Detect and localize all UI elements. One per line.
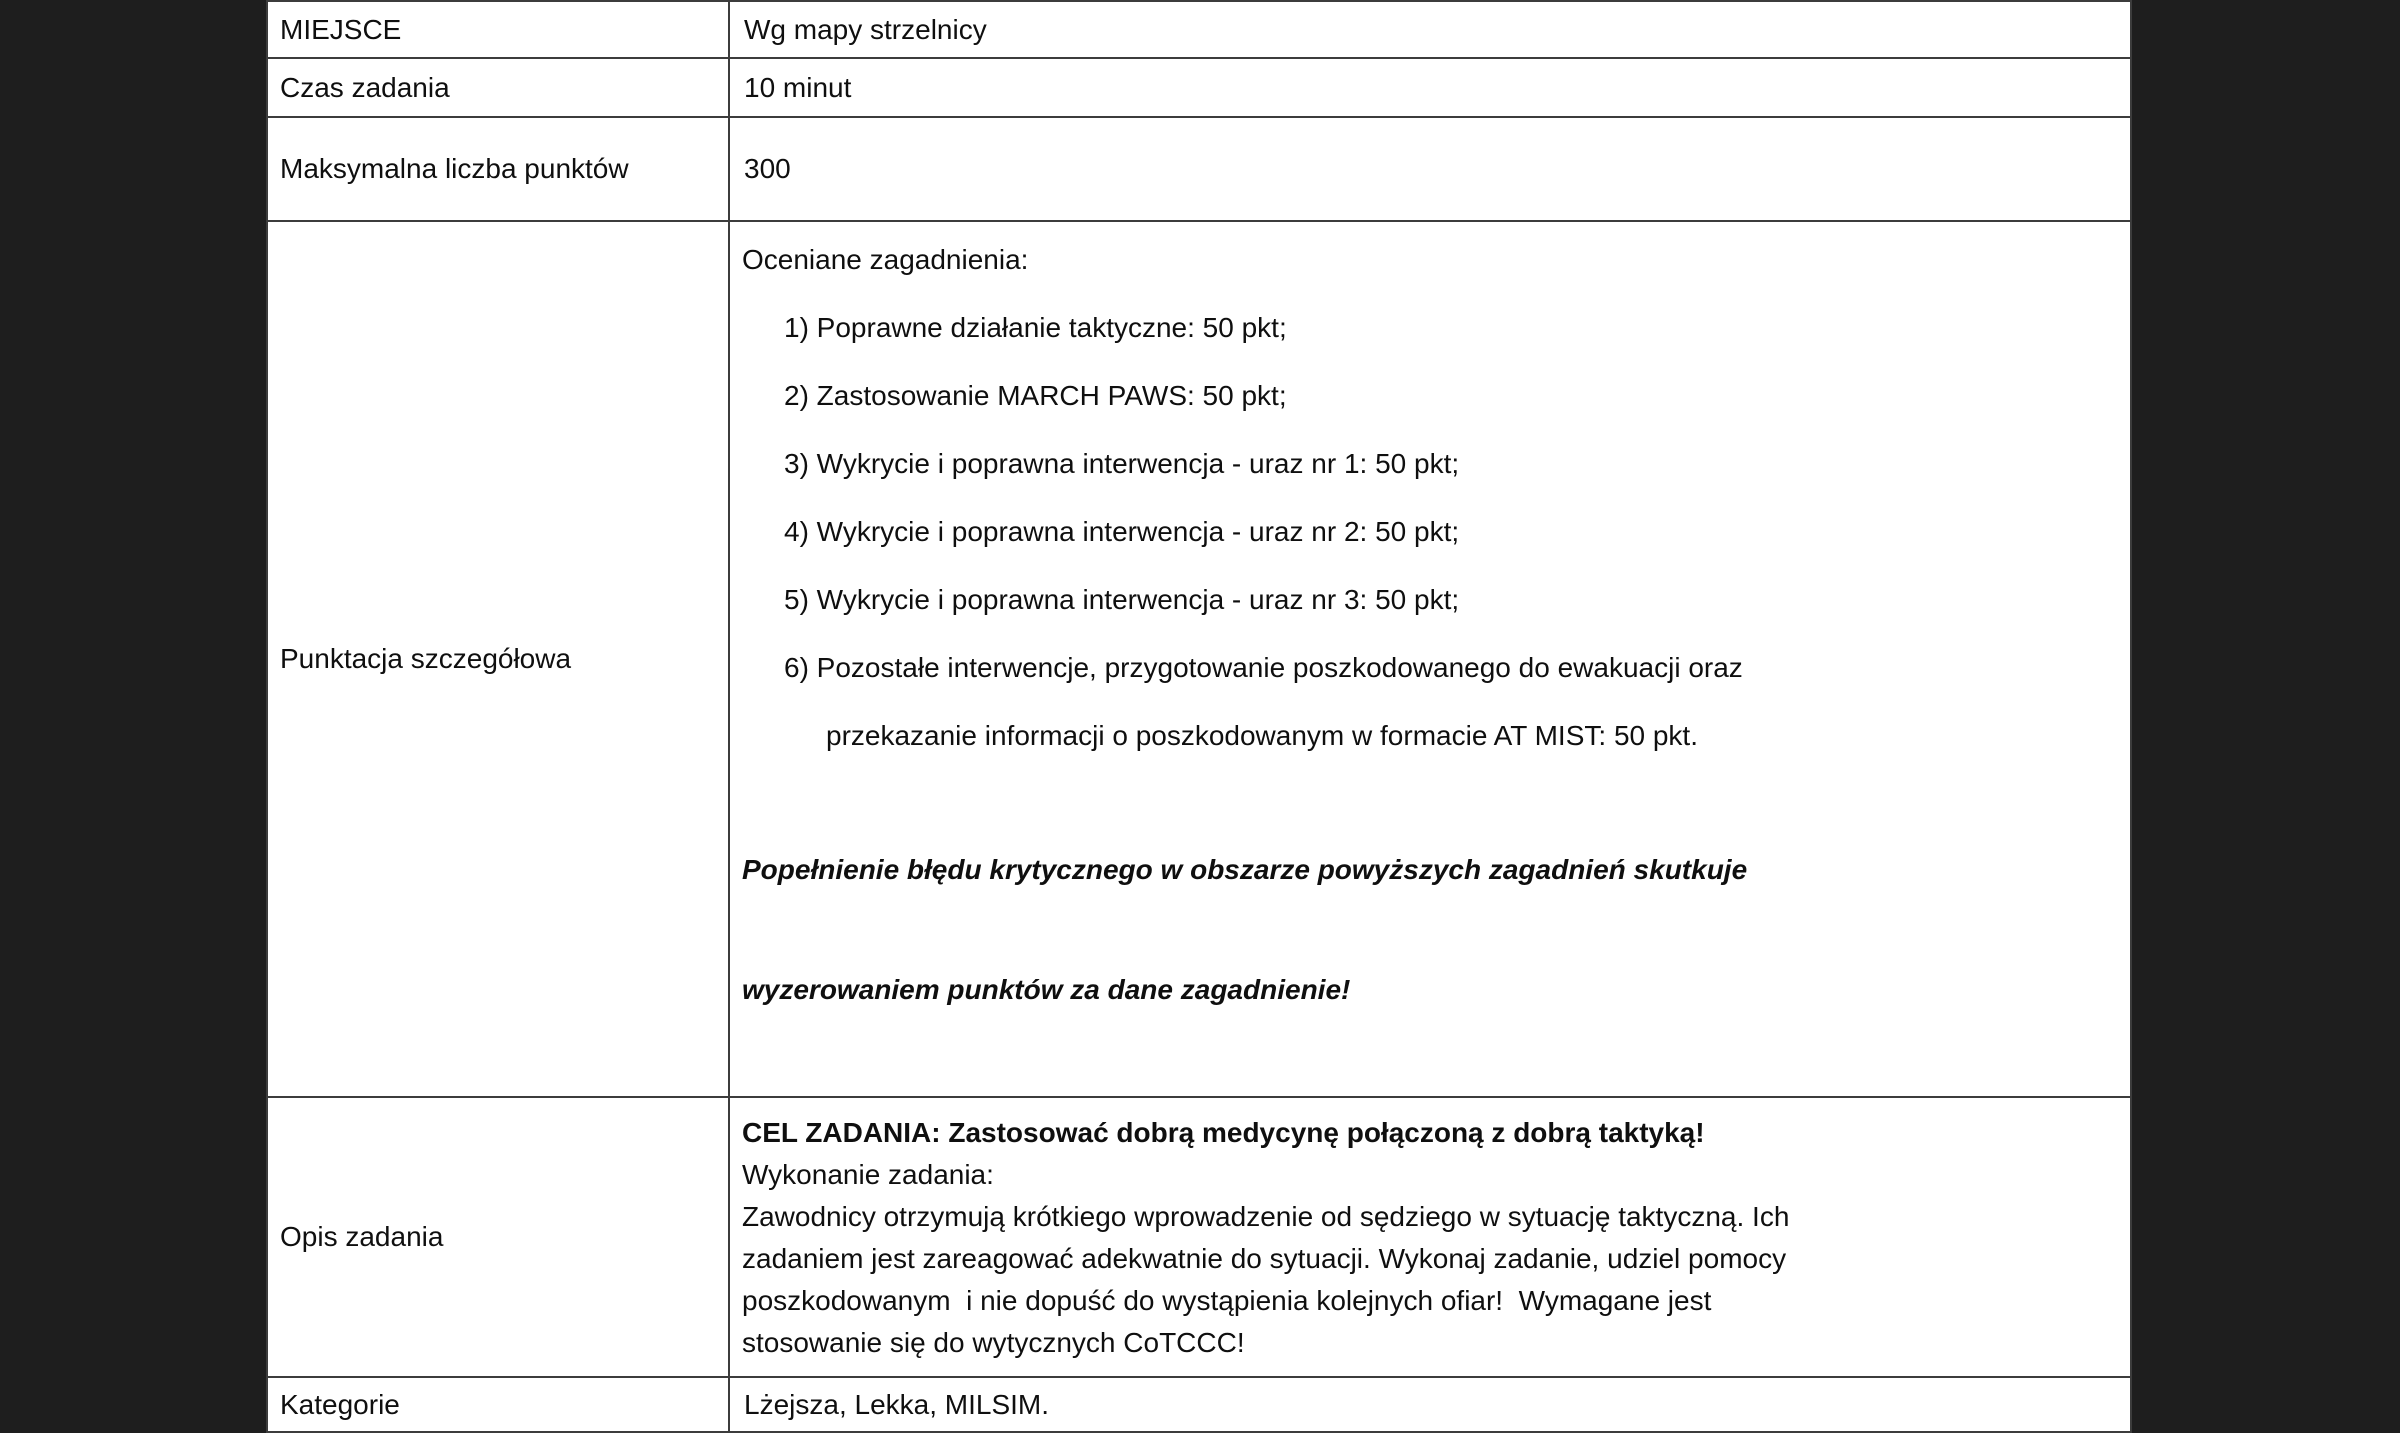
- table-row-opis-zadania: [267, 1097, 2131, 1377]
- document-page: [266, 0, 2132, 1420]
- scoring-item-1: 1) Poprawne działanie taktyczne: 50 pkt;: [784, 312, 1287, 343]
- scoring-item-6-continuation: przekazanie informacji o poszkodowanym w formacie AT MIST: 50 pkt.: [826, 720, 1698, 751]
- scoring-item-4: 4) Wykrycie i poprawna interwencja - uraz nr 2: 50 pkt;: [784, 516, 1460, 547]
- critical-error-warning: [742, 770, 2114, 1090]
- row-value-punktacja-szczegolowa: [729, 221, 2131, 1097]
- task-description-line-1: Wykonanie zadania:: [742, 1159, 994, 1190]
- task-info-table: [266, 0, 2132, 1433]
- table-row-miejsce: [267, 1, 2131, 58]
- scoring-item-2: 2) Zastosowanie MARCH PAWS: 50 pkt;: [784, 380, 1287, 411]
- row-value-opis-zadania: [729, 1097, 2131, 1377]
- task-description-line-3: zadaniem jest zareagować adekwatnie do sytuacji. Wykonaj zadanie, udziel pomocy: [742, 1243, 1787, 1274]
- table-row-czas-zadania: [267, 58, 2131, 117]
- critical-error-warning-line-2: wyzerowaniem punktów za dane zagadnienie!: [742, 974, 1351, 1005]
- critical-error-warning-line-1: Popełnienie błędu krytycznego w obszarze powyższych zagadnień skutkuje: [742, 854, 1748, 885]
- scoring-item-3: 3) Wykrycie i poprawna interwencja - uraz nr 1: 50 pkt;: [784, 448, 1460, 479]
- task-description-line-4: poszkodowanym i nie dopuść do wystąpienia kolejnych ofiar! Wymagane jest: [742, 1285, 1712, 1316]
- table-row-maksymalna-liczba-punktow: [267, 117, 2131, 221]
- task-description-line-2: Zawodnicy otrzymują krótkiego wprowadzenie od sędziego w sytuację taktyczną. Ich: [742, 1201, 1790, 1232]
- table-row-kategorie: [267, 1377, 2131, 1432]
- scoring-item-5: 5) Wykrycie i poprawna interwencja - uraz nr 3: 50 pkt;: [784, 584, 1460, 615]
- row-value-maksymalna-liczba-punktow: 300: [729, 117, 2131, 221]
- task-goal: CEL ZADANIA: Zastosować dobrą medycynę połączoną z dobrą taktyką!: [742, 1117, 1705, 1148]
- task-description-line-5: stosowanie się do wytycznych CoTCCC!: [742, 1327, 1245, 1358]
- row-label-opis-zadania: Opis zadania: [267, 1097, 729, 1377]
- row-value-kategorie: Lżejsza, Lekka, MILSIM.: [729, 1377, 2131, 1432]
- row-label-kategorie: Kategorie: [267, 1377, 729, 1432]
- scoring-intro: Oceniane zagadnienia:: [742, 244, 1029, 275]
- row-label-punktacja-szczegolowa: Punktacja szczegółowa: [267, 221, 729, 1097]
- row-label-maksymalna-liczba-punktow: Maksymalna liczba punktów: [267, 117, 729, 221]
- row-label-miejsce: MIEJSCE: [267, 1, 729, 58]
- row-value-miejsce: Wg mapy strzelnicy: [729, 1, 2131, 58]
- scoring-item-6: 6) Pozostałe interwencje, przygotowanie poszkodowanego do ewakuacji oraz: [784, 652, 1743, 683]
- row-label-czas-zadania: Czas zadania: [267, 58, 729, 117]
- row-value-czas-zadania: 10 minut: [729, 58, 2131, 117]
- table-row-punktacja-szczegolowa: [267, 221, 2131, 1097]
